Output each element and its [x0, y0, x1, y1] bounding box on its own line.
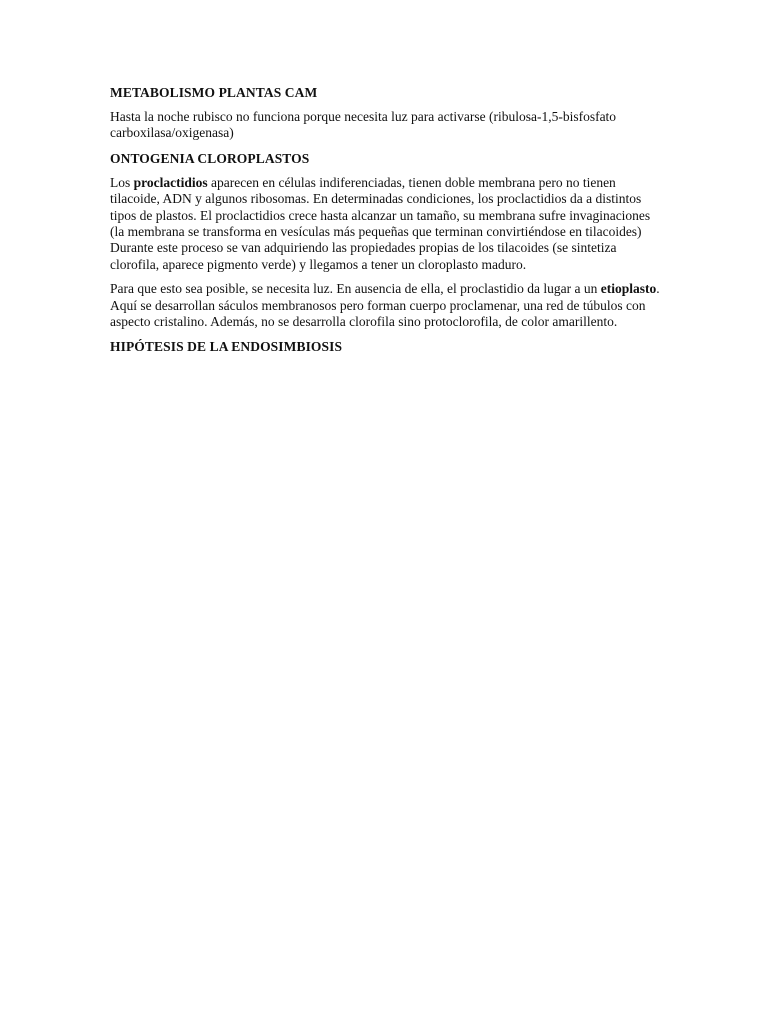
paragraph-rubisco: Hasta la noche rubisco no funciona porque necesita luz para activarse (ribulosa-1,5-bisfosfato carboxilasa/oxigenasa) [110, 109, 617, 141]
paragraph-text-after: . Aquí se desarrollan sáculos membranosos pero forman cuerpo proclamenar, una red de túbulos con aspecto cristalino. Además, no se desarrolla clorofila sino protoclorofila, de color amarillento. [110, 281, 660, 330]
section-heading-ontogenia: ONTOGENIA CLOROPLASTOS [110, 150, 310, 166]
bold-term-etioplasto: etioplasto [600, 281, 657, 297]
paragraph-text-after: aparecen en células indiferenciadas, tienen doble membrana pero no tienen tilacoide, ADN y algunos ribosomas. En determinadas condiciones, los proclactidios da a distintos tipos de plastos. El proclactidios crece hasta alcanzar un tamaño, su membrana sufre invaginaciones (la membrana se transforma en vesículas más pequeñas que terminan convirtiéndose en tilacoides) Durante este proceso se van adquiriendo las propiedades propias de los tilacoides (se sintetiza clorofila, aparece pigmento verde) y llegamos a tener un cloroplasto maduro. [110, 174, 651, 272]
paragraph-text-before: Para que esto sea posible, se necesita luz. En ausencia de ella, el proclastidio da lugar a un [110, 281, 601, 297]
section-heading-endosimbiosis: HIPÓTESIS DE LA ENDOSIMBIOSIS [110, 339, 343, 355]
document-page [110, 84, 662, 363]
paragraph-etioplasto [110, 281, 662, 330]
paragraph-text-before: Los [110, 174, 134, 190]
section-heading-metabolismo: METABOLISMO PLANTAS CAM [110, 85, 318, 100]
bold-term-proclactidios: proclactidios [133, 174, 208, 190]
paragraph-proclactidios [110, 175, 662, 273]
